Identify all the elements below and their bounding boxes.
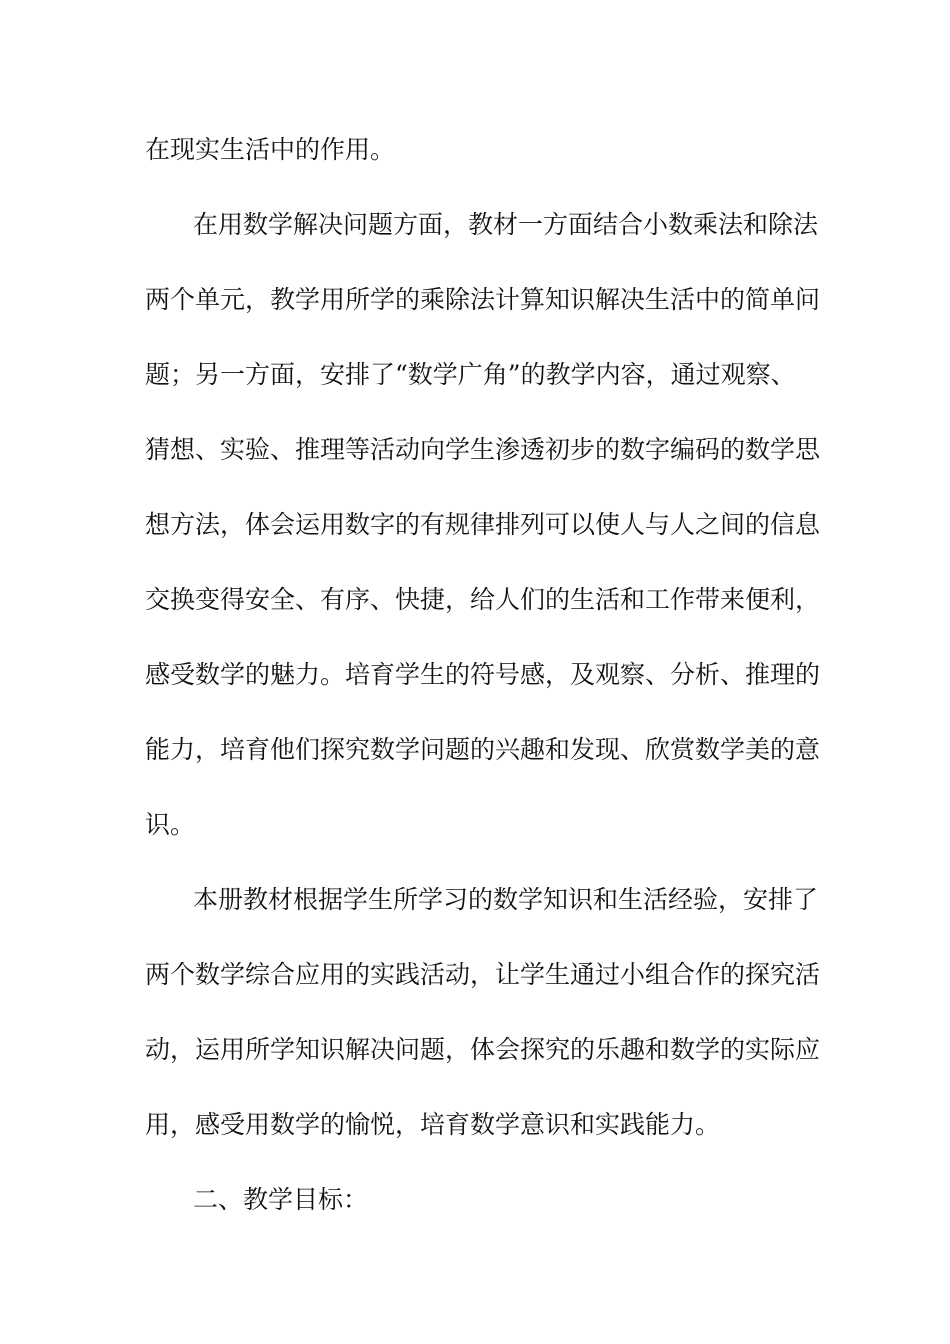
text-line: 想方法，体会运用数字的有规律排列可以使人与人之间的信息 xyxy=(145,510,821,539)
section-heading: 二、教学目标： xyxy=(193,1185,369,1214)
text-line: 本册教材根据学生所学习的数学知识和生活经验，安排了 xyxy=(193,885,819,914)
text-line: 在现实生活中的作用。 xyxy=(145,135,396,164)
text-line: 动，运用所学知识解决问题，体会探究的乐趣和数学的实际应 xyxy=(145,1035,821,1064)
text-line: 识。 xyxy=(145,810,196,839)
text-line: 两个单元，教学用所学的乘除法计算知识解决生活中的简单问 xyxy=(145,285,821,314)
text-line: 两个数学综合应用的实践活动，让学生通过小组合作的探究活 xyxy=(145,960,821,989)
text-line: 猜想、实验、推理等活动向学生渗透初步的数字编码的数学思 xyxy=(145,435,821,464)
text-line: 在用数学解决问题方面，教材一方面结合小数乘法和除法 xyxy=(193,210,819,239)
text-line: 交换变得安全、有序、快捷，给人们的生活和工作带来便利， xyxy=(145,585,821,614)
text-line: 题；另一方面，安排了“数学广角”的教学内容，通过观察、 xyxy=(145,360,796,389)
text-line: 用，感受用数学的愉悦，培育数学意识和实践能力。 xyxy=(145,1110,721,1139)
text-line: 感受数学的魅力。培育学生的符号感，及观察、分析、推理的 xyxy=(145,660,821,689)
text-line: 能力，培育他们探究数学问题的兴趣和发现、欣赏数学美的意 xyxy=(145,735,821,764)
